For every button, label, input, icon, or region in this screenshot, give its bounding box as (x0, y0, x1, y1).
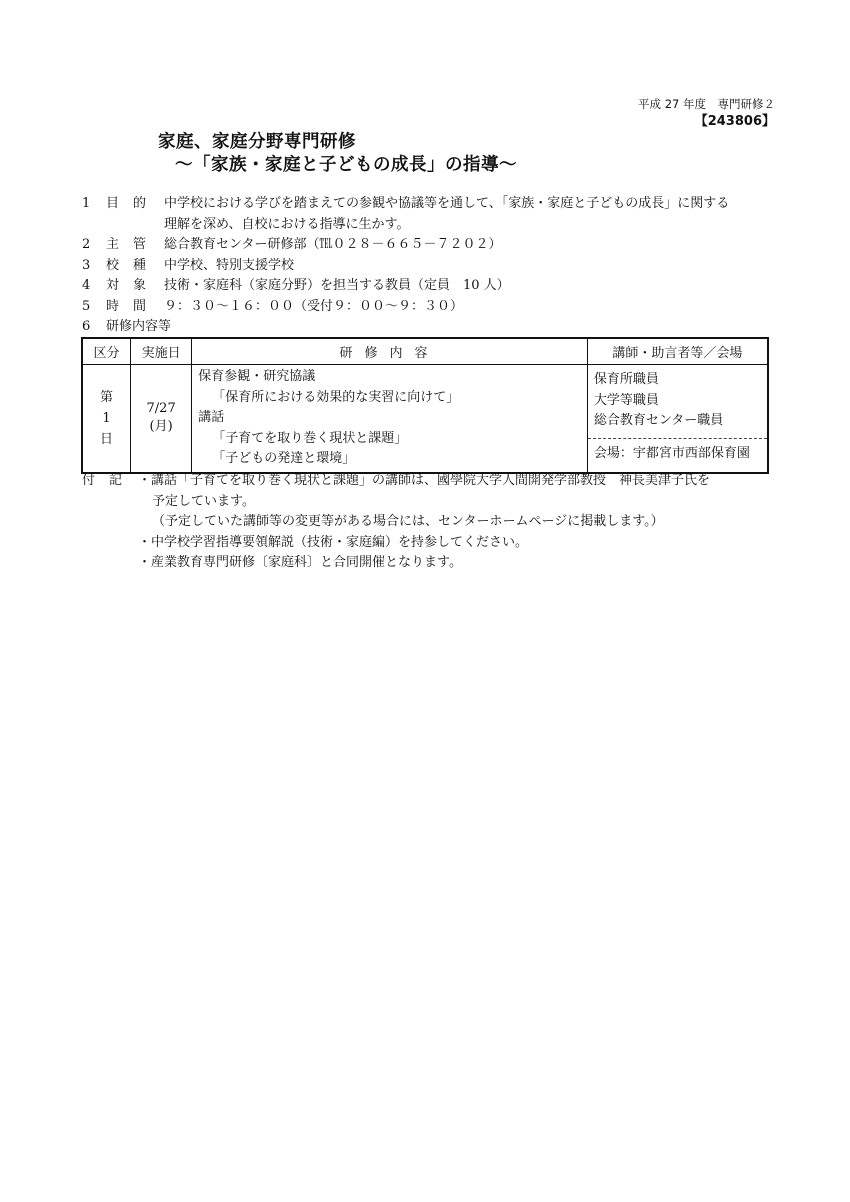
item-text: 中学校における学びを踏まえての参観や協議等を通して、「家族・家庭と子どもの成長」に関する (164, 196, 730, 211)
page-title: 家庭、家庭分野専門研修 (158, 132, 356, 152)
venue-label: 会場：宇都宮市西部保育園 (593, 445, 750, 461)
note-item: ・講話「子育てを取り巻く現状と課題」の講師は、國學院大学人間開発学部教授 神長美津子氏を (138, 473, 711, 488)
weekday-value: (月) (149, 419, 173, 435)
item-text: 中学校、特別支援学校 (164, 257, 295, 273)
outline-item-target (82, 276, 772, 297)
table-header-row (82, 338, 768, 365)
page-subtitle: ～「家族・家庭と子どもの成長」の指導～ (175, 155, 517, 175)
course-year-label: 平成 27 年度 専門研修２ (638, 97, 775, 111)
item-label: 目的 (106, 196, 161, 211)
notes-label: 付記 (82, 473, 137, 488)
item-number: 2 (82, 237, 91, 252)
note-item: ・産業教育専門研修〔家庭科〕と合同開催となります。 (138, 555, 462, 570)
outline-item-content (82, 317, 772, 338)
outline-item-organizer (82, 235, 772, 256)
outline-item-purpose-cont (82, 215, 772, 236)
header-staff: 講師・助言者等／会場 (587, 338, 768, 365)
notes-body (138, 471, 772, 574)
staff-cell (587, 365, 768, 473)
item-number: 4 (82, 278, 91, 293)
header-content: 研修内容 (192, 338, 588, 365)
header-division: 区分 (82, 338, 131, 365)
outline-item-time (82, 297, 772, 318)
date-value: 7/27 (146, 401, 176, 417)
content-cell (192, 365, 588, 473)
note-item-continued: 予定しています。 (152, 493, 255, 509)
day-char: 第 (100, 389, 114, 405)
content-line: 講話 (198, 410, 225, 425)
content-line: 「子育てを取り巻く現状と課題」 (212, 430, 408, 446)
item-number: 1 (82, 196, 91, 211)
item-text: 技術・家庭科（家庭分野）を担当する教員（定員 10 人） (164, 278, 510, 293)
outline-item-purpose (82, 194, 772, 215)
day-char: 日 (100, 431, 114, 447)
content-line: 「保育所における効果的な実習に向けて」 (212, 389, 460, 405)
item-number: 5 (82, 298, 91, 314)
course-code: 【243806】 (694, 114, 775, 129)
item-text-continued: 理解を深め、自校における指導に生かす。 (164, 216, 410, 232)
day-number: 1 (102, 410, 111, 426)
outline-item-school-type (82, 256, 772, 277)
note-item-remark: （予定していた講師等の変更等がある場合には、センターホームページに掲載します。） (152, 514, 664, 529)
staff-item: 総合教育センター職員 (593, 413, 724, 428)
schedule-table (81, 337, 769, 474)
staff-item: 大学等職員 (593, 392, 659, 408)
content-line: 保育参観・研究協議 (198, 369, 316, 384)
content-line: 「子どもの発達と環境」 (212, 451, 356, 466)
item-label: 時間 (106, 298, 161, 314)
item-label: 対象 (106, 278, 161, 293)
outline-list (82, 194, 772, 338)
date-cell (131, 365, 192, 473)
day-cell (82, 365, 131, 473)
item-label: 主管 (106, 237, 161, 252)
item-number: 6 (82, 319, 91, 334)
item-text: 総合教育センター研修部（℡０２８－６６５－７２０２） (164, 237, 502, 252)
item-text: ９：３０～１６：００（受付９：００～９：３０） (164, 298, 464, 314)
header-date: 実施日 (131, 338, 192, 365)
item-label: 校種 (106, 257, 161, 273)
item-number: 3 (82, 257, 91, 273)
staff-list (588, 365, 767, 439)
item-label: 研修内容等 (106, 319, 172, 334)
note-item: ・中学校学習指導要領解説（技術・家庭編）を持参してください。 (138, 534, 529, 550)
staff-item: 保育所職員 (593, 372, 659, 387)
notes-section (82, 471, 772, 574)
notes-row (82, 471, 772, 574)
table-row (82, 365, 768, 473)
